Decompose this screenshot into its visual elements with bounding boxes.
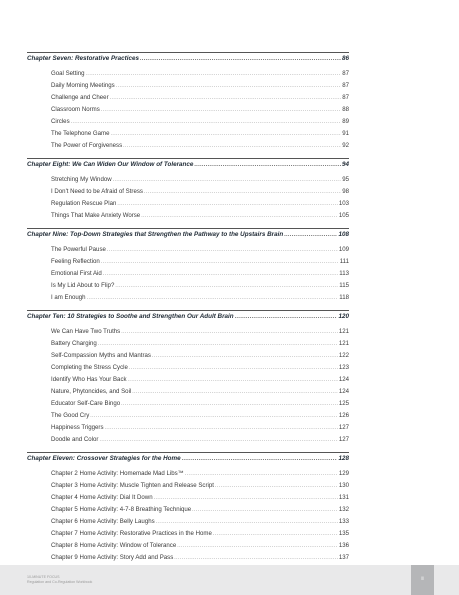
entry-page-number: 125 (338, 400, 349, 407)
table-of-contents (27, 52, 349, 570)
dot-leader (140, 56, 341, 62)
entry-page-number: 124 (338, 388, 349, 395)
toc-entry[interactable] (51, 340, 349, 352)
entry-title: Chapter 8 Home Activity: Window of Tolerance (51, 542, 177, 549)
toc-entry[interactable] (51, 494, 349, 506)
entry-page-number: 127 (338, 436, 349, 443)
dot-leader (121, 329, 338, 335)
dot-leader (132, 389, 338, 395)
toc-entry[interactable] (51, 258, 349, 270)
chapter-title: Chapter Eleven: Crossover Strategies for the Home (27, 455, 181, 462)
dot-leader (213, 531, 338, 537)
dot-leader (194, 162, 341, 168)
dot-leader (185, 471, 338, 477)
entry-page-number: 118 (339, 294, 349, 301)
entry-page-number: 105 (338, 212, 349, 219)
dot-leader (284, 232, 337, 238)
chapter-section (27, 159, 349, 228)
entry-page-number: 132 (338, 506, 349, 513)
dot-leader (87, 295, 339, 301)
entry-title: Chapter 6 Home Activity: Belly Laughs (51, 518, 155, 525)
chapter-section (27, 311, 349, 452)
dot-leader (103, 271, 338, 277)
entry-title: Daily Morning Meetings (51, 82, 115, 89)
toc-entry[interactable] (51, 328, 349, 340)
entry-title: Regulation Rescue Plan (51, 200, 117, 207)
entry-title: Feeling Reflection (51, 258, 100, 265)
dot-leader (144, 189, 341, 195)
entry-title: Happiness Triggers (51, 424, 104, 431)
entry-page-number: 130 (338, 482, 349, 489)
entry-title: I am Enough (51, 294, 86, 301)
entry-title: Educator Self-Care Bingo (51, 400, 121, 407)
dot-leader (107, 247, 338, 253)
footer-text (27, 575, 92, 585)
entry-page-number: 137 (338, 554, 349, 561)
entry-page-number: 91 (342, 130, 349, 137)
entry-title: Completing the Stress Cycle (51, 364, 128, 371)
entry-title: Circles (51, 118, 70, 125)
entry-title: Chapter 5 Home Activity: 4-7-8 Breathing Technique (51, 506, 192, 513)
entry-title: Stretching My Window (51, 176, 112, 183)
toc-entry[interactable] (51, 352, 349, 364)
entry-title: Battery Charging (51, 340, 97, 347)
entry-page-number: 87 (342, 70, 349, 77)
toc-entry[interactable] (51, 542, 349, 554)
entry-page-number: 131 (338, 494, 349, 501)
entry-page-number: 87 (342, 94, 349, 101)
dot-leader (71, 119, 342, 125)
entry-page-number: 121 (338, 328, 349, 335)
page-number: ii (421, 576, 424, 582)
toc-entry[interactable] (51, 412, 349, 424)
toc-entry[interactable] (51, 176, 349, 188)
dot-leader (105, 425, 338, 431)
entry-page-number: 103 (338, 200, 349, 207)
chapter-page-number: 108 (338, 231, 349, 238)
entry-page-number: 111 (339, 258, 349, 265)
entry-page-number: 133 (338, 518, 349, 525)
toc-entry[interactable] (51, 142, 349, 154)
chapter-section (27, 229, 349, 310)
page-number-tab (411, 565, 434, 595)
entry-page-number: 109 (338, 246, 349, 253)
entry-page-number: 124 (338, 376, 349, 383)
dot-leader (182, 456, 338, 462)
toc-entry[interactable] (51, 424, 349, 436)
toc-entry[interactable] (51, 70, 349, 82)
footer-book-series: 10-MINUTE FOCUS (27, 575, 60, 579)
toc-entry[interactable] (51, 518, 349, 530)
dot-leader (99, 437, 337, 443)
entry-title: The Good Cry (51, 412, 90, 419)
entry-title: We Can Have Two Truths (51, 328, 121, 335)
dot-leader (141, 213, 338, 219)
entry-page-number: 98 (342, 188, 349, 195)
entry-title: Is My Lid About to Flip? (51, 282, 115, 289)
chapter-heading[interactable] (27, 313, 349, 327)
toc-entry[interactable] (51, 436, 349, 448)
dot-leader (110, 95, 342, 101)
entry-page-number: 129 (338, 470, 349, 477)
toc-entry[interactable] (51, 294, 349, 306)
toc-entry[interactable] (51, 400, 349, 412)
toc-entry[interactable] (51, 82, 349, 94)
toc-entry[interactable] (51, 246, 349, 258)
dot-leader (98, 341, 338, 347)
entry-page-number: 89 (342, 118, 349, 125)
entry-page-number: 87 (342, 82, 349, 89)
toc-entry[interactable] (51, 376, 349, 388)
dot-leader (123, 143, 341, 149)
chapter-section (27, 53, 349, 158)
chapter-page-number: 128 (338, 455, 349, 462)
toc-entry[interactable] (51, 94, 349, 106)
toc-entry[interactable] (51, 282, 349, 294)
entry-title: Emotional First Aid (51, 270, 102, 277)
dot-leader (129, 365, 338, 371)
chapter-page-number: 94 (341, 161, 349, 168)
entry-title: Goal Setting (51, 70, 85, 77)
chapter-page-number: 86 (341, 55, 349, 62)
entry-page-number: 115 (339, 282, 349, 289)
entry-page-number: 88 (342, 106, 349, 113)
entry-title: Doodle and Color (51, 436, 99, 443)
entry-title: Chapter 3 Home Activity: Muscle Tighten and Release Script (51, 482, 214, 489)
entry-title: The Powerful Pause (51, 246, 106, 253)
dot-leader (192, 507, 338, 513)
entry-page-number: 95 (342, 176, 349, 183)
entry-page-number: 136 (338, 542, 349, 549)
dot-leader (128, 377, 338, 383)
entry-title: Nature, Phytoncides, and Soil (51, 388, 132, 395)
chapter-title: Chapter Seven: Restorative Practices (27, 55, 139, 62)
dot-leader (101, 107, 341, 113)
chapter-title: Chapter Eight: We Can Widen Our Window of Tolerance (27, 161, 194, 168)
entry-title: Self-Compassion Myths and Mantras (51, 352, 151, 359)
dot-leader (86, 71, 342, 77)
dot-leader (115, 283, 338, 289)
toc-entry[interactable] (51, 482, 349, 494)
chapter-heading[interactable] (27, 161, 349, 175)
entry-page-number: 113 (339, 270, 349, 277)
entry-page-number: 121 (338, 340, 349, 347)
dot-leader (156, 519, 338, 525)
entry-page-number: 126 (338, 412, 349, 419)
toc-entry[interactable] (51, 118, 349, 130)
dot-leader (174, 555, 338, 561)
toc-entry[interactable] (51, 530, 349, 542)
entry-title: Things That Make Anxiety Worse (51, 212, 141, 219)
chapter-section (27, 453, 349, 570)
dot-leader (90, 413, 338, 419)
entry-title: The Telephone Game (51, 130, 110, 137)
toc-entry[interactable] (51, 270, 349, 282)
entry-title: Chapter 9 Home Activity: Story Add and Pass (51, 554, 174, 561)
chapter-heading[interactable] (27, 55, 349, 69)
entry-page-number: 92 (342, 142, 349, 149)
dot-leader (177, 543, 338, 549)
chapter-title: Chapter Ten: 10 Strategies to Soothe and Strengthen Our Adult Brain (27, 313, 234, 320)
dot-leader (113, 177, 342, 183)
chapter-heading[interactable] (27, 231, 349, 245)
chapter-page-number: 120 (338, 313, 349, 320)
toc-entry[interactable] (51, 130, 349, 142)
toc-entry[interactable] (51, 212, 349, 224)
entry-title: I Don't Need to be Afraid of Stress (51, 188, 143, 195)
entry-page-number: 135 (338, 530, 349, 537)
toc-entry[interactable] (51, 364, 349, 376)
dot-leader (101, 259, 339, 265)
entry-page-number: 122 (338, 352, 349, 359)
dot-leader (121, 401, 338, 407)
entry-title: Chapter 7 Home Activity: Restorative Practices in the Home (51, 530, 212, 537)
toc-entry[interactable] (51, 188, 349, 200)
entry-title: Challenge and Cheer (51, 94, 109, 101)
dot-leader (215, 483, 338, 489)
toc-entry[interactable] (51, 470, 349, 482)
dot-leader (116, 83, 342, 89)
entry-title: Classroom Norms (51, 106, 100, 113)
entry-title: Identify Who Has Your Back (51, 376, 127, 383)
dot-leader (111, 131, 342, 137)
dot-leader (117, 201, 337, 207)
entry-page-number: 127 (338, 424, 349, 431)
dot-leader (154, 495, 338, 501)
chapter-heading[interactable] (27, 455, 349, 469)
toc-entry[interactable] (51, 506, 349, 518)
entry-title: Chapter 4 Home Activity: Dial It Down (51, 494, 153, 501)
toc-entry[interactable] (51, 106, 349, 118)
toc-entry[interactable] (51, 388, 349, 400)
dot-leader (152, 353, 338, 359)
entry-page-number: 123 (338, 364, 349, 371)
toc-entry[interactable] (51, 200, 349, 212)
dot-leader (235, 314, 338, 320)
entry-title: Chapter 2 Home Activity: Homemade Mad Libs™ (51, 470, 184, 477)
chapter-title: Chapter Nine: Top-Down Strategies that Strengthen the Pathway to the Upstairs Brain (27, 231, 284, 238)
entry-title: The Power of Forgiveness (51, 142, 123, 149)
footer-book-title: Regulation and Co-Regulation Workbook (27, 580, 93, 584)
